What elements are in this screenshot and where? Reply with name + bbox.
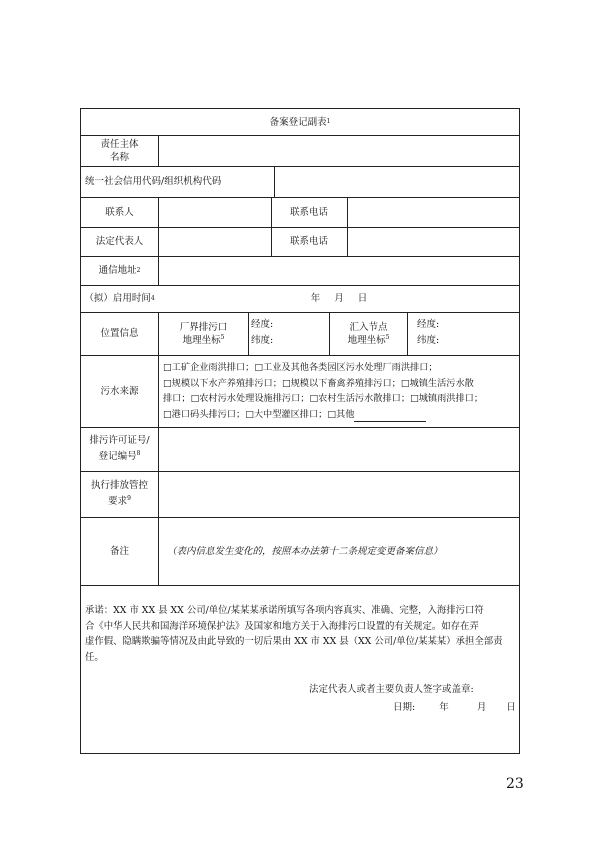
source-option[interactable]: □城镇生活污水散 xyxy=(400,377,474,389)
label-text: 位置信息 xyxy=(100,328,139,339)
label-text: 通信地址 xyxy=(98,265,137,276)
table-title-text: 备案登记副表 xyxy=(269,116,327,128)
label-line: 名称 xyxy=(109,151,129,163)
source-option-other[interactable]: □其他 xyxy=(327,408,355,420)
latitude-label: 纬度: xyxy=(417,335,440,346)
date-year-label: 年 xyxy=(439,702,449,713)
label-text: （拟）启用时间 xyxy=(84,293,151,304)
label-line: 要求 xyxy=(108,496,128,507)
source-option[interactable]: □工矿企业雨洪排口； xyxy=(163,362,255,373)
latitude-label: 纬度: xyxy=(251,335,274,346)
location-label xyxy=(81,312,158,355)
longitude-label: 经度: xyxy=(251,319,274,330)
legal-rep-label xyxy=(81,227,158,256)
legal-rep-field[interactable] xyxy=(159,228,271,256)
source-option[interactable]: □城镇雨洪排口； xyxy=(410,393,484,404)
contact-phone-label xyxy=(271,197,347,227)
label-line: 地理坐标 xyxy=(182,334,221,346)
commitment-line: 虚作假、隐瞒欺骗等情况及由此导致的一切后果由 XX 市 XX 县（XX 公司/单位/某某某）承担全部责 xyxy=(85,636,503,647)
source-option[interactable]: □农村污水处理设施排污口； xyxy=(190,393,310,404)
commitment-line: 合《中华人民共和国海洋环境保护法》及国家和地方关于入海排污口设置的有关规定。如存在弄 xyxy=(85,620,479,632)
label-line: 厂界排污口 xyxy=(179,321,228,333)
permit-field[interactable] xyxy=(159,428,519,471)
label-line: 汇入节点 xyxy=(349,321,388,333)
commitment-line: 承诺：XX 市 XX 县 XX 公司/单位/某某某承诺所填写各项内容真实、准确、完整，入海排污口符 xyxy=(85,605,484,616)
outlet-coords-label xyxy=(159,312,248,355)
address-field[interactable] xyxy=(159,257,519,285)
date-label: 日期: xyxy=(393,702,416,713)
signature-label: 法定代表人或者主要负责人签字或盖章: xyxy=(309,684,474,695)
row-divider xyxy=(81,585,519,586)
responsible-entity-field[interactable] xyxy=(159,136,519,166)
footnote-ref: 5 xyxy=(385,333,390,341)
label-line: 排污许可证号/ xyxy=(89,435,150,446)
page-number: 23 xyxy=(506,776,524,792)
label-line: 执行排放管控 xyxy=(90,480,148,491)
source-option[interactable]: □工业及其他各类园区污水处理厂雨洪排口； xyxy=(254,362,438,373)
col-divider xyxy=(407,312,408,355)
contact-person-label xyxy=(81,197,158,227)
footnote-ref: 9 xyxy=(127,494,131,502)
responsible-entity-label xyxy=(81,135,158,166)
control-field[interactable] xyxy=(159,472,519,517)
source-option[interactable]: □规模以下畜禽养殖排污口； xyxy=(281,377,401,389)
legal-rep-phone-field[interactable] xyxy=(348,228,519,256)
label-text: 联系人 xyxy=(105,206,134,218)
legal-rep-phone-label xyxy=(271,227,347,256)
footnote-ref: 8 xyxy=(136,449,141,457)
label-line: 登记编号 xyxy=(98,451,137,462)
commitment-statement xyxy=(85,603,517,673)
remarks-label xyxy=(81,517,158,585)
footnote-ref: 5 xyxy=(220,333,225,341)
label-text: 联系电话 xyxy=(289,236,328,247)
source-options xyxy=(163,360,517,424)
label-text: 法定代表人 xyxy=(95,236,144,247)
label-text: 联系电话 xyxy=(289,206,328,218)
source-option[interactable]: □大中型灌区排口； xyxy=(245,408,328,420)
remarks-field[interactable] xyxy=(167,517,517,585)
date-year-label: 年 xyxy=(310,293,321,304)
address-label: 通信地址 2 xyxy=(98,265,141,276)
contact-phone-field[interactable] xyxy=(348,198,519,227)
credit-code-label xyxy=(85,166,274,197)
contact-person-field[interactable] xyxy=(159,198,271,227)
commitment-line: 任。 xyxy=(85,651,104,663)
label-text: 备注 xyxy=(109,545,129,557)
source-option[interactable]: □规模以下水产养殖排污口； xyxy=(163,377,282,389)
label-text: 污水来源 xyxy=(100,385,139,397)
date-month-label: 月 xyxy=(476,702,487,713)
label-line: 责任主体 xyxy=(100,138,139,150)
other-blank-line[interactable] xyxy=(354,411,426,422)
control-label xyxy=(81,471,158,517)
source-option[interactable]: □港口码头排污口； xyxy=(163,408,246,420)
signature-date[interactable] xyxy=(393,701,518,715)
label-text: 统一社会信用代码/组织机构代码 xyxy=(85,176,222,187)
node-coords-label xyxy=(330,312,407,355)
outlet-coords-field[interactable] xyxy=(251,317,327,351)
signature-line[interactable] xyxy=(309,683,509,697)
col-divider xyxy=(248,312,249,355)
remarks-text: （表内信息发生变化的，按照本办法第十二条规定变更备案信息） xyxy=(167,545,443,557)
date-month-label: 月 xyxy=(334,293,344,304)
date-day-label: 日 xyxy=(357,293,368,304)
node-coords-field[interactable] xyxy=(417,317,517,351)
credit-code-field[interactable] xyxy=(275,167,519,197)
start-time-field[interactable] xyxy=(159,285,519,312)
label-line: 地理坐标 xyxy=(347,334,386,346)
start-time-label: （拟）启用时间 4 xyxy=(84,293,155,304)
date-day-label: 日 xyxy=(506,702,516,713)
table-title: 备案登记副表 1 xyxy=(269,116,331,128)
filing-form-table xyxy=(80,108,520,754)
longitude-label: 经度: xyxy=(417,319,440,330)
permit-label xyxy=(81,427,158,471)
source-option[interactable]: □农村生活污水散排口； xyxy=(309,393,411,404)
source-option-continued: 排口； xyxy=(163,393,191,404)
source-label xyxy=(81,355,158,427)
